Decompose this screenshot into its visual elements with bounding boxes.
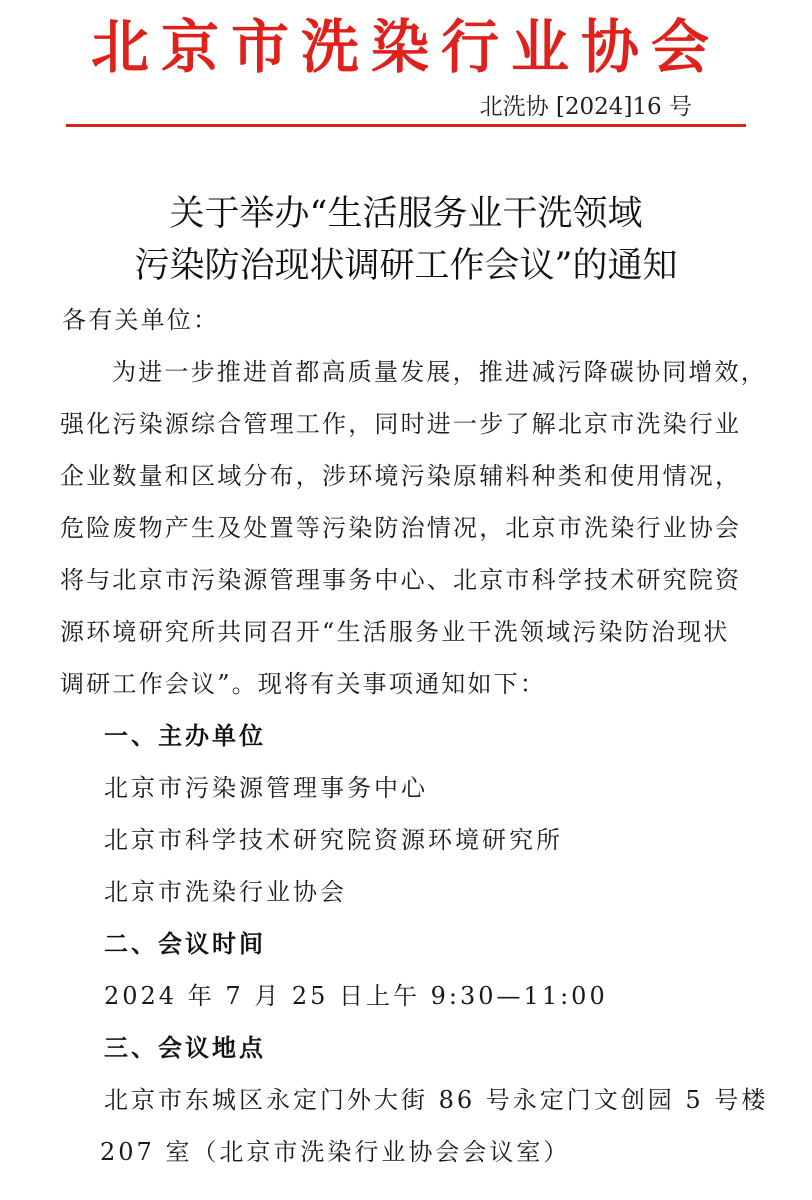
document-number: 北洗协 [2024]16 号 (479, 94, 692, 120)
notice-title-line-1: 关于举办“生活服务业干洗领域 (169, 194, 643, 234)
organizer-item: 北京市洗染行业协会 (104, 878, 347, 906)
body-line: 企业数量和区域分布，涉环境污染原辅料种类和使用情况， (60, 462, 742, 490)
section-heading-organizers: 一、主办单位 (104, 722, 266, 750)
body-line: 强化污染源综合管理工作，同时进一步了解北京市洗染行业 (60, 410, 742, 438)
body-line: 为进一步推进首都高质量发展，推进减污降碳协同增效， (112, 358, 767, 386)
section-heading-time: 二、会议时间 (104, 930, 266, 958)
organizer-item: 北京市科学技术研究院资源环境研究所 (104, 826, 563, 854)
body-line: 源环境研究所共同召开“生活服务业干洗领域污染防治现状 (60, 618, 730, 646)
salutation: 各有关单位： (62, 306, 220, 334)
meeting-time: 2024 年 7 月 25 日上午 9:30—11:00 (104, 982, 608, 1010)
header-divider (66, 124, 746, 127)
meeting-location-line-1: 北京市东城区永定门外大街 86 号永定门文创园 5 号楼 (104, 1086, 769, 1114)
body-line: 调研工作会议”。现将有关事项通知如下： (60, 670, 547, 698)
organizer-item: 北京市污染源管理事务中心 (104, 774, 428, 802)
section-heading-location: 三、会议地点 (104, 1034, 266, 1062)
meeting-location-line-2: 207 室（北京市洗染行业协会会议室） (100, 1138, 571, 1166)
organization-name: 北京市洗染行业协会 (90, 13, 721, 81)
notice-title-line-2: 污染防治现状调研工作会议”的通知 (134, 246, 678, 286)
body-line: 将与北京市污染源管理事务中心、北京市科学技术研究院资 (60, 566, 742, 594)
body-line: 危险废物产生及处置等污染防治情况，北京市洗染行业协会 (60, 514, 742, 542)
